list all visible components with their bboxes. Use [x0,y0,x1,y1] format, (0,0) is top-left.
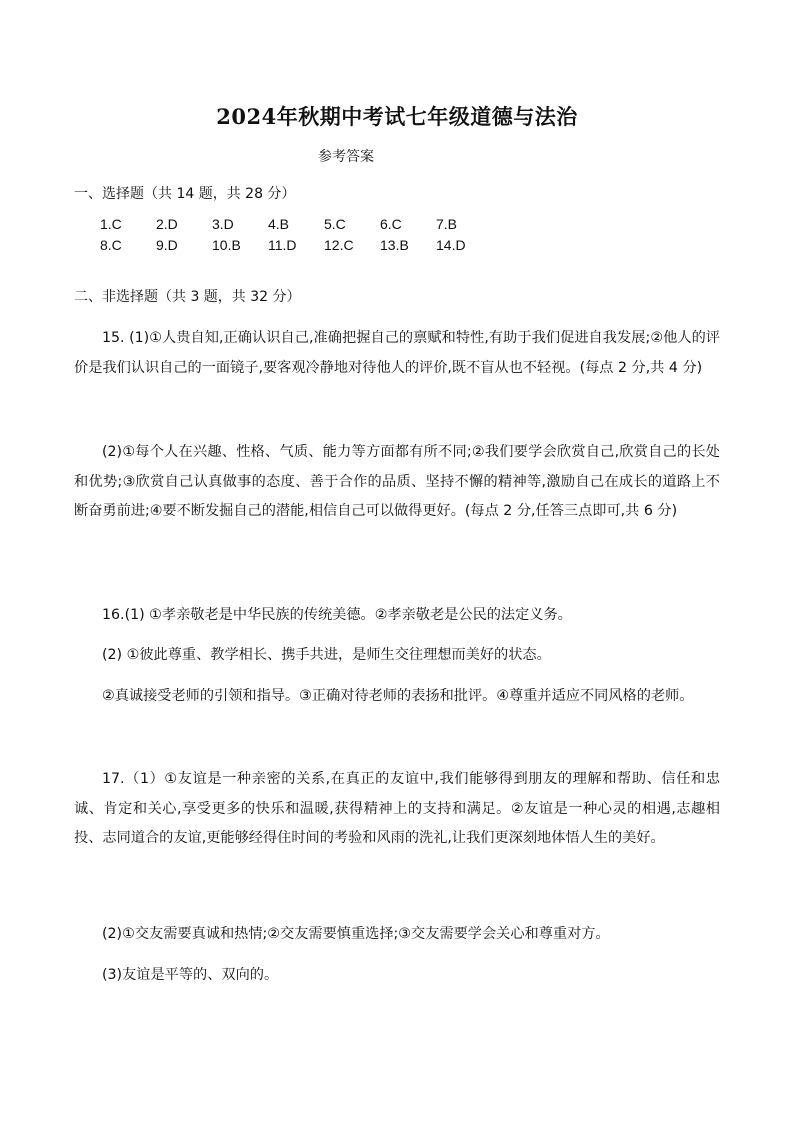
document-subtitle: 参考答案 [318,149,374,165]
answer-q17-part2: (2)①交友需要真诚和热情;②交友需要慎重选择;③交友需要学会关心和尊重对方。 [102,926,610,942]
answer-q17-part1: 17.（1）①友谊是一种亲密的关系,在真正的友谊中,我们能够得到朋友的理解和帮助、信任和忠诚、肯定和关心,享受更多的快乐和温暖,获得精神上的支持和满足。②友谊是一种心灵的相遇,志趣相投、志同道合的友谊,更能够经得住时间的考验和风雨的洗礼,让我们更深刻地体悟人生的美好。 [74,771,720,846]
answer-item: 6.C [380,216,402,232]
document-title: 2024年秋期中考试七年级道德与法治 [216,104,578,129]
answer-q15-part2: (2)①每个人在兴趣、性格、气质、能力等方面都有所不同;②我们要学会欣赏自己,欣赏自己的长处和优势;③欣赏自己认真做事的态度、善于合作的品质、坚持不懈的精神等,激励自己在成长的道路上不断奋勇前进;④要不断发掘自己的潜能,相信自己可以做得更好。(每点 2 分,任答三点即可,共 6 分) [74,444,720,519]
answer-q16-part2: (2) ①彼此尊重、教学相长、携手共进，是师生交往理想而美好的状态。 [102,647,551,663]
answer-item: 13.B [380,237,409,253]
answer-item: 5.C [324,216,346,232]
answer-item: 12.C [324,237,354,253]
answer-q17-part3: (3)友谊是平等的、双向的。 [102,967,279,983]
answer-item: 10.B [212,237,241,253]
answer-item: 4.B [268,216,290,232]
answer-item: 14.D [436,237,466,253]
answer-item: 7.B [436,216,458,232]
answer-item: 8.C [100,237,122,253]
answer-item: 3.D [212,216,234,232]
section-heading-nonchoice: 二、非选择题（共 3 题，共 32 分） [74,289,301,305]
answer-item: 1.C [100,216,122,232]
answer-q16-part2-continued: ②真诚接受老师的引领和指导。③正确对待老师的表扬和批评。④尊重并适应不同风格的老师。 [102,688,694,704]
section-heading-choice: 一、选择题（共 14 题，共 28 分） [74,186,296,202]
answer-q15-part1: 15. (1)①人贵自知,正确认识自己,准确把握自己的禀赋和特性,有助于我们促进自我发展;②他人的评价是我们认识自己的一面镜子,要客观冷静地对待他人的评价,既不盲从也不轻视。(每点 2 分,共 4 分) [74,330,720,376]
answer-item: 11.D [268,237,297,253]
answer-item: 9.D [156,237,178,253]
answer-q16-part1: 16.(1) ①孝亲敬老是中华民族的传统美德。②孝亲敬老是公民的法定义务。 [102,607,572,623]
answer-item: 2.D [156,216,178,232]
